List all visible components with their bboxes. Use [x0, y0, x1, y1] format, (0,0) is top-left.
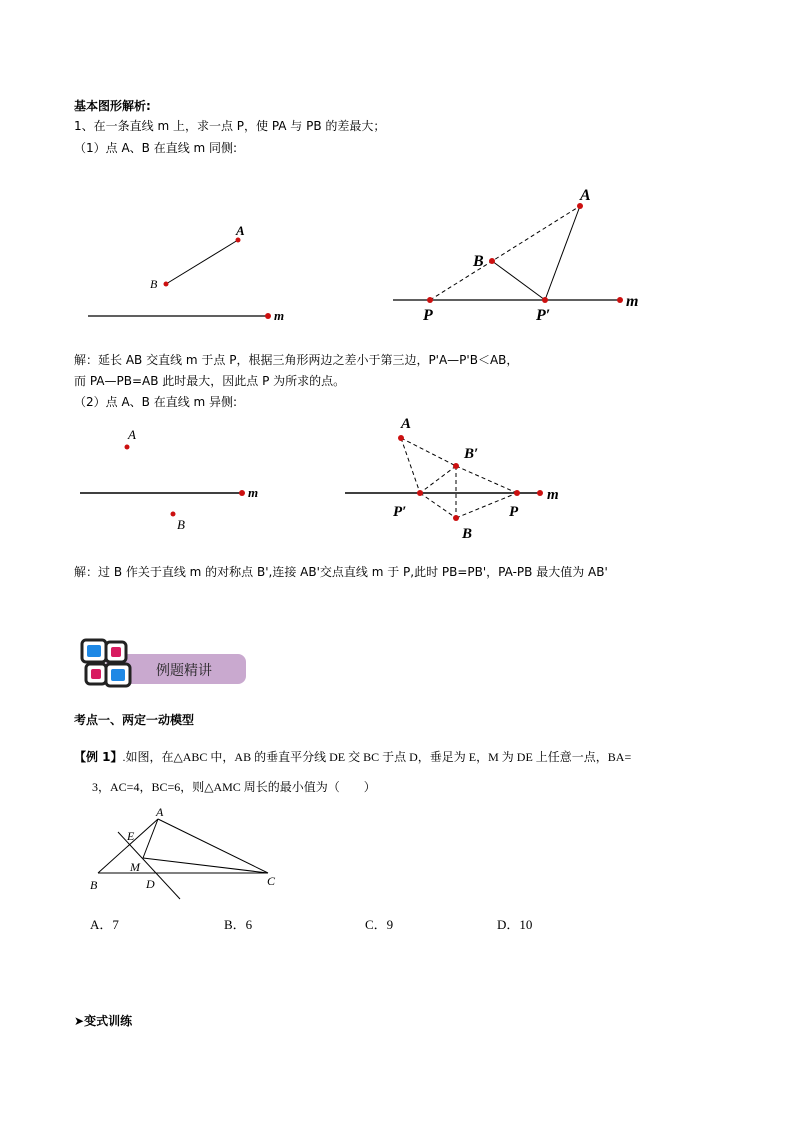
label-b: B [473, 253, 484, 270]
label-a: A [580, 187, 591, 204]
point-a [398, 435, 404, 441]
segment-bp-prime [492, 261, 545, 300]
label-a: A [401, 416, 412, 432]
label-p: P [509, 504, 519, 520]
option-a[interactable]: A．7 [90, 917, 119, 932]
point-p [427, 297, 433, 303]
arrow-icon: ➤ [74, 1014, 85, 1028]
segment-mc [143, 858, 268, 873]
label-p-prime: P′ [393, 504, 407, 520]
example-prefix: 【例 1】 [74, 750, 123, 764]
example-text-1: .如图，在△ABC 中，AB 的垂直平分线 DE 交 BC 于点 D，垂足为 E，M 为 DE 上任意一点，BA= [122, 750, 632, 764]
case-2-solution: 解：过 B 作关于直线 m 的对称点 B',连接 AB'交点直线 m 于 P,此时 PB=PB'，PA-PB 最大值为 AB' [74, 565, 608, 579]
point-b [171, 512, 176, 517]
label-m: M [130, 860, 140, 874]
label-b: B [462, 526, 473, 542]
dashed-pa [430, 206, 580, 300]
segment-am [143, 819, 158, 858]
label-m: m [274, 308, 285, 323]
option-c[interactable]: C．9 [365, 917, 394, 932]
case-2-title: （2）点 A、B 在直线 m 异侧: [74, 395, 238, 409]
label-b: B [90, 878, 98, 892]
label-d: D [146, 877, 155, 891]
point-m [617, 297, 623, 303]
point-m [537, 490, 543, 496]
point-m [239, 490, 245, 496]
label-b: B [150, 277, 158, 291]
point-b-prime [453, 463, 459, 469]
question-1-title: 1、在一条直线 m 上，求一点 P，使 PA 与 PB 的差最大； [74, 119, 386, 133]
point-b [489, 258, 495, 264]
point-b [453, 515, 459, 521]
label-a: A [236, 223, 245, 238]
dashed-bp [456, 493, 517, 518]
segment-ap-prime [545, 206, 580, 300]
point-b [164, 282, 169, 287]
figure-opposite-side-solution [345, 416, 559, 542]
label-p: P [423, 307, 433, 324]
label-m: m [248, 485, 259, 500]
option-d[interactable]: D．10 [497, 917, 533, 932]
kaodian-heading: 考点一、两定一动模型 [74, 713, 195, 727]
label-b: B [177, 517, 185, 532]
dashed-ap-prime [401, 438, 420, 493]
label-a: A [156, 805, 164, 819]
option-b[interactable]: B．6 [224, 917, 253, 932]
point-a [125, 445, 130, 450]
point-a [236, 238, 241, 243]
case-1-solution-line-2: 而 PA—PB=AB 此时最大，因此点 P 为所求的点。 [74, 374, 346, 388]
dashed-b-prime-p-prime [420, 466, 456, 493]
label-b-prime: B′ [464, 446, 479, 462]
label-m: m [547, 487, 559, 503]
label-m: m [626, 293, 639, 310]
figure-opposite-side-simple [80, 427, 258, 532]
figure-same-side-simple [88, 223, 284, 323]
label-a: A [128, 427, 136, 442]
figure-triangle-abc [90, 805, 276, 899]
section-heading: 基本图形解析: [74, 99, 151, 113]
banner-label: 例题精讲 [156, 663, 212, 679]
dashed-ab-prime [401, 438, 456, 466]
point-p-prime [417, 490, 423, 496]
point-p [514, 490, 520, 496]
dashed-p-prime-b [420, 493, 456, 518]
example-1-line-2: 3，AC=4，BC=6，则△AMC 周长的最小值为（ ） [92, 780, 376, 794]
point-m [265, 313, 271, 319]
segment-ab [166, 240, 238, 284]
label-e: E [127, 829, 135, 843]
label-c: C [267, 874, 276, 888]
case-1-solution-line-1: 解：延长 AB 交直线 m 于点 P，根据三角形两边之差小于第三边，P'A—P'B＜AB， [74, 353, 519, 367]
point-p-prime [542, 297, 548, 303]
variant-label: 变式训练 [84, 1014, 133, 1028]
label-p-prime: P′ [536, 307, 551, 324]
case-1-title: （1）点 A、B 在直线 m 同侧: [74, 141, 238, 155]
side-ac [158, 819, 268, 873]
figure-same-side-solution [393, 187, 638, 324]
dashed-b-prime-p [456, 466, 517, 493]
